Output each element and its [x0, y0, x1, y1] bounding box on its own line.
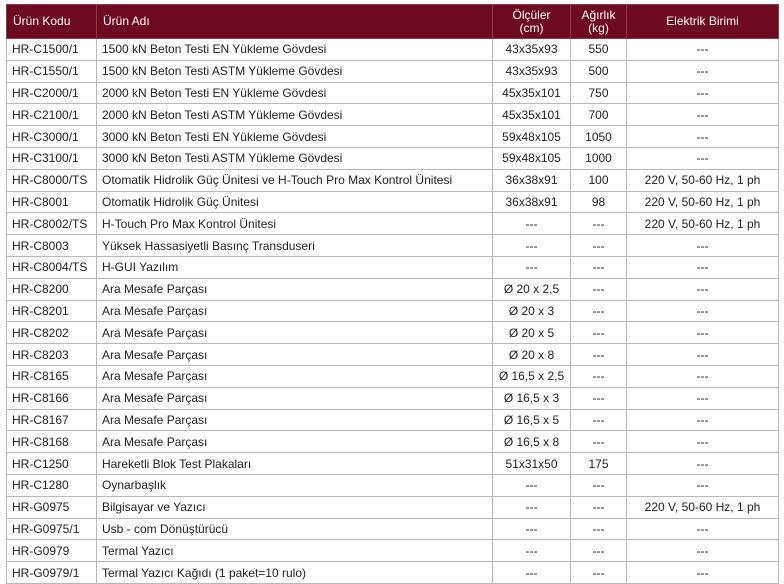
cell-name: 3000 kN Beton Testi EN Yükleme Gövdesi — [97, 126, 493, 148]
cell-dims: Ø 16,5 x 3 — [493, 387, 571, 409]
table-row — [7, 300, 779, 322]
cell-dims: --- — [493, 540, 571, 562]
cell-code: HR-C1250 — [7, 453, 97, 475]
cell-code: HR-C3000/1 — [7, 126, 97, 148]
cell-name: Ara Mesafe Parçası — [97, 300, 493, 322]
table-row — [7, 256, 779, 278]
header-row — [7, 5, 779, 39]
cell-power: --- — [627, 322, 779, 344]
cell-name: Oynarbaşlık — [97, 474, 493, 496]
header-power: Elektrik Birimi — [627, 5, 779, 39]
cell-name: H-GUI Yazılım — [97, 256, 493, 278]
cell-power: --- — [627, 39, 779, 61]
table-row — [7, 518, 779, 540]
cell-weight: --- — [571, 540, 627, 562]
cell-dims: Ø 20 x 2,5 — [493, 278, 571, 300]
header-dims-line1: Ölçüler — [512, 7, 551, 22]
cell-power: --- — [627, 453, 779, 475]
table-row — [7, 191, 779, 213]
cell-name: Ara Mesafe Parçası — [97, 365, 493, 387]
cell-dims: 43x35x93 — [493, 60, 571, 82]
cell-code: HR-C8000/TS — [7, 169, 97, 191]
table-row — [7, 322, 779, 344]
cell-code: HR-C1500/1 — [7, 39, 97, 61]
cell-dims: --- — [493, 213, 571, 235]
header-code: Ürün Kodu — [7, 5, 97, 39]
cell-name: Otomatik Hidrolik Güç Ünitesi — [97, 191, 493, 213]
cell-dims: 36x38x91 — [493, 169, 571, 191]
cell-name: Ara Mesafe Parçası — [97, 387, 493, 409]
cell-weight: 550 — [571, 39, 627, 61]
cell-dims: --- — [493, 518, 571, 540]
cell-code: HR-C8002/TS — [7, 213, 97, 235]
table-header — [7, 5, 779, 39]
table-row — [7, 474, 779, 496]
cell-weight: 100 — [571, 169, 627, 191]
cell-power: --- — [627, 518, 779, 540]
cell-code: HR-C8166 — [7, 387, 97, 409]
cell-power: --- — [627, 562, 779, 584]
cell-weight: --- — [571, 278, 627, 300]
cell-power: --- — [627, 278, 779, 300]
cell-code: HR-C8200 — [7, 278, 97, 300]
cell-dims: 45x35x101 — [493, 104, 571, 126]
cell-code: HR-C8004/TS — [7, 256, 97, 278]
cell-name: Ara Mesafe Parçası — [97, 322, 493, 344]
cell-power: 220 V, 50-60 Hz, 1 ph — [627, 169, 779, 191]
cell-dims: Ø 16,5 x 5 — [493, 409, 571, 431]
cell-name: Hareketli Blok Test Plakaları — [97, 453, 493, 475]
cell-code: HR-C8003 — [7, 235, 97, 257]
cell-code: HR-C1280 — [7, 474, 97, 496]
cell-dims: Ø 20 x 5 — [493, 322, 571, 344]
table-row — [7, 60, 779, 82]
cell-dims: --- — [493, 474, 571, 496]
table-row — [7, 344, 779, 366]
cell-code: HR-C2000/1 — [7, 82, 97, 104]
cell-name: Otomatik Hidrolik Güç Ünitesi ve H-Touch Pro Max Kontrol Ünitesi — [97, 169, 493, 191]
cell-power: --- — [627, 104, 779, 126]
cell-name: 2000 kN Beton Testi ASTM Yükleme Gövdesi — [97, 104, 493, 126]
table-row — [7, 278, 779, 300]
table-row — [7, 387, 779, 409]
cell-power: --- — [627, 256, 779, 278]
cell-code: HR-C8168 — [7, 431, 97, 453]
cell-dims: Ø 20 x 8 — [493, 344, 571, 366]
table-row — [7, 496, 779, 518]
cell-power: --- — [627, 126, 779, 148]
table-row — [7, 126, 779, 148]
cell-weight: --- — [571, 322, 627, 344]
cell-weight: --- — [571, 431, 627, 453]
table-row — [7, 82, 779, 104]
cell-dims: Ø 16,5 x 2,5 — [493, 365, 571, 387]
cell-name: Termal Yazıcı Kağıdı (1 paket=10 rulo) — [97, 562, 493, 584]
cell-dims: 36x38x91 — [493, 191, 571, 213]
cell-code: HR-C1550/1 — [7, 60, 97, 82]
cell-name: Usb - com Dönüştürücü — [97, 518, 493, 540]
table-row — [7, 213, 779, 235]
table-row — [7, 365, 779, 387]
table-row — [7, 147, 779, 169]
cell-weight: --- — [571, 474, 627, 496]
cell-weight: --- — [571, 562, 627, 584]
cell-name: Yüksek Hassasiyetli Basınç Transduseri — [97, 235, 493, 257]
header-dims — [493, 5, 571, 39]
cell-name: Ara Mesafe Parçası — [97, 344, 493, 366]
header-weight-line2: (kg) — [588, 20, 609, 35]
cell-dims: --- — [493, 256, 571, 278]
cell-code: HR-C8203 — [7, 344, 97, 366]
cell-name: Ara Mesafe Parçası — [97, 409, 493, 431]
cell-name: 3000 kN Beton Testi ASTM Yükleme Gövdesi — [97, 147, 493, 169]
cell-weight: --- — [571, 213, 627, 235]
table-row — [7, 235, 779, 257]
cell-weight: --- — [571, 344, 627, 366]
cell-power: 220 V, 50-60 Hz, 1 ph — [627, 496, 779, 518]
table-row — [7, 39, 779, 61]
cell-code: HR-C8202 — [7, 322, 97, 344]
cell-weight: --- — [571, 409, 627, 431]
cell-weight: 700 — [571, 104, 627, 126]
product-table-container — [6, 4, 778, 584]
table-row — [7, 104, 779, 126]
cell-power: --- — [627, 82, 779, 104]
cell-weight: 1000 — [571, 147, 627, 169]
table-row — [7, 562, 779, 584]
cell-weight: 750 — [571, 82, 627, 104]
cell-dims: --- — [493, 562, 571, 584]
cell-name: 1500 kN Beton Testi ASTM Yükleme Gövdesi — [97, 60, 493, 82]
header-weight — [571, 5, 627, 39]
cell-code: HR-G0979 — [7, 540, 97, 562]
cell-power: --- — [627, 365, 779, 387]
cell-weight: --- — [571, 365, 627, 387]
header-name: Ürün Adı — [97, 5, 493, 39]
cell-power: --- — [627, 300, 779, 322]
cell-power: --- — [627, 387, 779, 409]
cell-weight: --- — [571, 235, 627, 257]
cell-weight: --- — [571, 300, 627, 322]
cell-dims: 59x48x105 — [493, 147, 571, 169]
cell-code: HR-C2100/1 — [7, 104, 97, 126]
cell-dims: 59x48x105 — [493, 126, 571, 148]
cell-power: 220 V, 50-60 Hz, 1 ph — [627, 191, 779, 213]
cell-power: --- — [627, 60, 779, 82]
cell-dims: Ø 20 x 3 — [493, 300, 571, 322]
cell-weight: 175 — [571, 453, 627, 475]
cell-power: --- — [627, 235, 779, 257]
cell-dims: 45x35x101 — [493, 82, 571, 104]
cell-weight: --- — [571, 387, 627, 409]
cell-name: Ara Mesafe Parçası — [97, 431, 493, 453]
cell-weight: 98 — [571, 191, 627, 213]
cell-power: --- — [627, 344, 779, 366]
cell-code: HR-C3100/1 — [7, 147, 97, 169]
cell-dims: 51x31x50 — [493, 453, 571, 475]
table-row — [7, 540, 779, 562]
cell-code: HR-G0975/1 — [7, 518, 97, 540]
cell-power: --- — [627, 409, 779, 431]
cell-power: --- — [627, 147, 779, 169]
cell-name: 1500 kN Beton Testi EN Yükleme Gövdesi — [97, 39, 493, 61]
cell-weight: --- — [571, 256, 627, 278]
cell-name: Bilgisayar ve Yazıcı — [97, 496, 493, 518]
cell-weight: 1050 — [571, 126, 627, 148]
table-row — [7, 431, 779, 453]
cell-power: --- — [627, 474, 779, 496]
cell-dims: --- — [493, 235, 571, 257]
cell-name: H-Touch Pro Max Kontrol Ünitesi — [97, 213, 493, 235]
cell-power: --- — [627, 431, 779, 453]
cell-code: HR-G0979/1 — [7, 562, 97, 584]
cell-name: Termal Yazıcı — [97, 540, 493, 562]
product-table — [6, 4, 779, 584]
cell-code: HR-C8165 — [7, 365, 97, 387]
cell-power: 220 V, 50-60 Hz, 1 ph — [627, 213, 779, 235]
cell-code: HR-C8001 — [7, 191, 97, 213]
table-body — [7, 39, 779, 584]
cell-code: HR-C8167 — [7, 409, 97, 431]
table-row — [7, 453, 779, 475]
cell-code: HR-G0975 — [7, 496, 97, 518]
table-row — [7, 409, 779, 431]
cell-name: Ara Mesafe Parçası — [97, 278, 493, 300]
header-dims-line2: (cm) — [519, 20, 544, 35]
cell-dims: 43x35x93 — [493, 39, 571, 61]
cell-power: --- — [627, 540, 779, 562]
cell-weight: --- — [571, 496, 627, 518]
cell-dims: --- — [493, 496, 571, 518]
cell-weight: --- — [571, 518, 627, 540]
cell-dims: Ø 16,5 x 8 — [493, 431, 571, 453]
header-weight-line1: Ağırlık — [581, 7, 616, 22]
cell-code: HR-C8201 — [7, 300, 97, 322]
table-row — [7, 169, 779, 191]
cell-weight: 500 — [571, 60, 627, 82]
cell-name: 2000 kN Beton Testi EN Yükleme Gövdesi — [97, 82, 493, 104]
